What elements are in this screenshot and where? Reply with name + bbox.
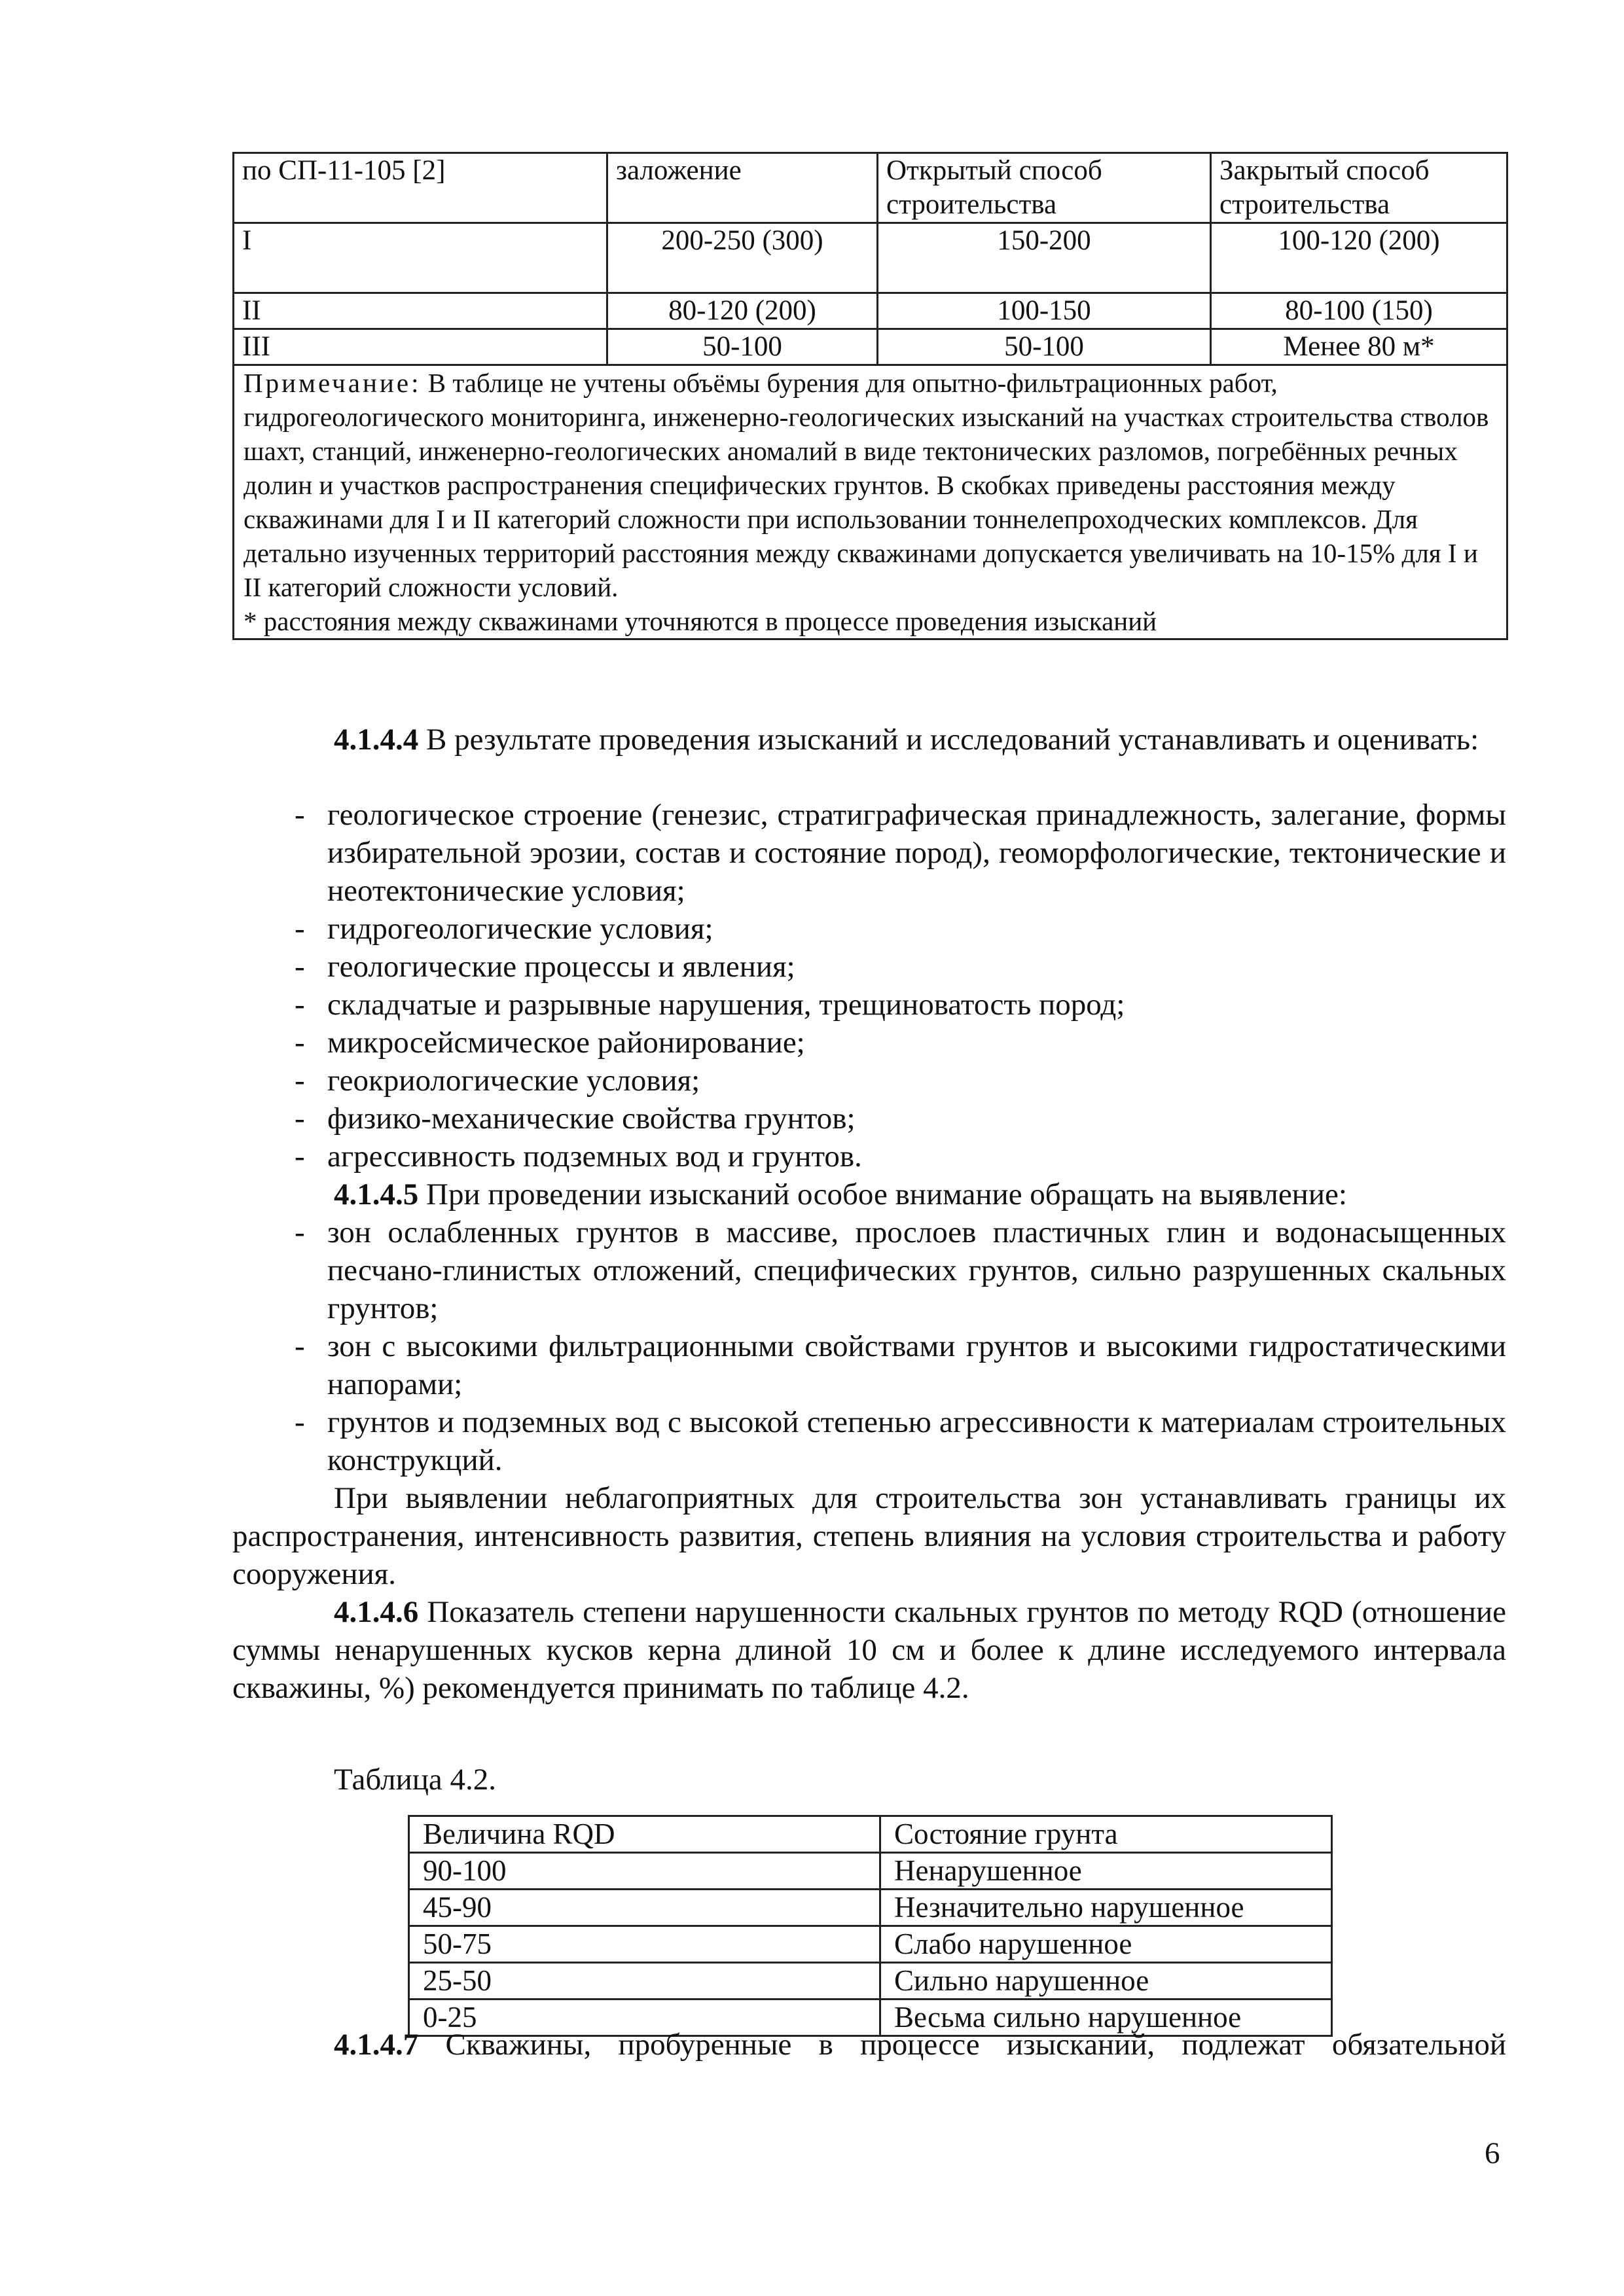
table-row bbox=[409, 1853, 1332, 1890]
table-cell: I bbox=[234, 223, 607, 293]
page-number: 6 bbox=[1485, 2136, 1500, 2170]
list-dash: - bbox=[295, 950, 305, 984]
paragraph-text: В результате проведения изысканий и исследований устанавливать и оценивать: bbox=[426, 723, 1479, 757]
table-cell: 200-250 (300) bbox=[607, 223, 878, 293]
list-dash: - bbox=[295, 1139, 305, 1174]
list-item-text: геологическое строение (генезис, стратиграфическая принадлежность, залегание, формы избирательной эрозии, состав и состояние пород), геоморфологические, тектонические и неотектонические условия; bbox=[327, 798, 1506, 908]
table-cell: III bbox=[234, 329, 607, 365]
list-item bbox=[295, 1100, 1506, 1138]
table-cell: Незначительно нарушенное bbox=[880, 1890, 1332, 1926]
table-cell: Ненарушенное bbox=[880, 1853, 1332, 1890]
table-cell: 80-120 (200) bbox=[607, 293, 878, 329]
table-cell: Величина RQD bbox=[409, 1816, 880, 1853]
list-dash: - bbox=[295, 798, 305, 832]
note-text: В таблице не учтены объёмы бурения для опытно-фильтрационных работ, гидрогеологического мониторинга, инженерно-геологических изысканий на участках строительства стволов шахт, станций, инженерно-геологических аномалий в виде тектонических разломов, погребённых речных долин и участков распространения специфических грунтов. В скобках приведены расстояния между скважинами для I и II категорий сложности при использовании тоннелепроходческих комплексов. Для детально изученных территорий расстояния между скважинами допускается увеличивать на 10-15% для I и II категорий сложности условий. bbox=[244, 368, 1489, 602]
section-number: 4.1.4.4 bbox=[334, 723, 419, 757]
table-cell: II bbox=[234, 293, 607, 329]
list-dash: - bbox=[295, 1405, 305, 1439]
table-cell: 0-25 bbox=[409, 2000, 880, 2036]
list-item-text: грунтов и подземных вод с высокой степенью агрессивности к материалам строительных конструкций. bbox=[327, 1405, 1506, 1477]
list-item-text: складчатые и разрывные нарушения, трещиноватость пород; bbox=[327, 988, 1125, 1022]
list-item-text: физико-механические свойства грунтов; bbox=[327, 1102, 856, 1136]
table-cell: 50-100 bbox=[607, 329, 878, 365]
table-header-row bbox=[409, 1816, 1332, 1853]
rqd-table bbox=[408, 1815, 1333, 2037]
table-cell: 90-100 bbox=[409, 1853, 880, 1890]
list-item-text: агрессивность подземных вод и грунтов. bbox=[327, 1139, 862, 1174]
table-row bbox=[234, 223, 1507, 293]
table-row bbox=[409, 1890, 1332, 1926]
borehole-spacing-table bbox=[232, 152, 1508, 640]
paragraph-4-1-4-4 bbox=[232, 721, 1506, 759]
list-dash: - bbox=[295, 1102, 305, 1136]
table-cell: Менее 80 м* bbox=[1211, 329, 1507, 365]
table-caption: Таблица 4.2. bbox=[334, 1763, 497, 1797]
list-item bbox=[295, 796, 1506, 910]
list-item-text: геологические процессы и явления; bbox=[327, 950, 795, 984]
paragraph-text: Скважины, пробуренные в процессе изысканий, подлежат обязательной bbox=[445, 2028, 1506, 2062]
paragraph-text: Показатель степени нарушенности скальных грунтов по методу RQD (отношение суммы ненарушенных кусков керна длиной 10 см и более к длине исследуемого интервала скважины, %) рекомендуется принимать по таблице 4.2. bbox=[232, 1595, 1506, 1705]
list-item bbox=[295, 1327, 1506, 1403]
list-item bbox=[295, 1024, 1506, 1062]
table-cell: Состояние грунта bbox=[880, 1816, 1332, 1853]
table-cell: 25-50 bbox=[409, 1963, 880, 2000]
list-item bbox=[295, 1403, 1506, 1479]
paragraph-4-1-4-7 bbox=[232, 2026, 1506, 2064]
section-number: 4.1.4.7 bbox=[334, 2028, 419, 2062]
table-note-row bbox=[234, 365, 1507, 639]
section-number: 4.1.4.5 bbox=[334, 1177, 419, 1211]
table-cell: по СП-11-105 [2] bbox=[234, 153, 607, 223]
table-row bbox=[234, 329, 1507, 365]
paragraph-4-1-4-5 bbox=[232, 1175, 1506, 1213]
table-cell: заложение bbox=[607, 153, 878, 223]
table-row bbox=[409, 1963, 1332, 2000]
table-row bbox=[234, 293, 1507, 329]
list-item-text: зон с высокими фильтрационными свойствами грунтов и высокими гидростатическими напорами; bbox=[327, 1329, 1506, 1401]
list-item bbox=[295, 948, 1506, 986]
table-cell: 100-150 bbox=[878, 293, 1211, 329]
list-item bbox=[295, 1138, 1506, 1175]
list-item bbox=[295, 1213, 1506, 1327]
paragraph-text: При проведении изысканий особое внимание обращать на выявление: bbox=[426, 1177, 1347, 1211]
list-dash: - bbox=[295, 1064, 305, 1098]
paragraph-text: При выявлении неблагоприятных для строительства зон устанавливать границы их распространения, интенсивность развития, степень влияния на условия строительства и работу сооружения. bbox=[232, 1481, 1506, 1591]
table-header-row bbox=[234, 153, 1507, 223]
table-cell: Закрытый способ строительства bbox=[1211, 153, 1507, 223]
list-dash: - bbox=[295, 988, 305, 1022]
section-number: 4.1.4.6 bbox=[334, 1595, 419, 1629]
note-label: Примечание: bbox=[244, 368, 422, 398]
table-cell: 150-200 bbox=[878, 223, 1211, 293]
list-dash: - bbox=[295, 912, 305, 946]
list-item-text: микросейсмическое районирование; bbox=[327, 1026, 805, 1060]
table-cell: 45-90 bbox=[409, 1890, 880, 1926]
list-dash: - bbox=[295, 1026, 305, 1060]
list-dash: - bbox=[295, 1215, 305, 1249]
table-cell: Слабо нарушенное bbox=[880, 1926, 1332, 1963]
list-item bbox=[295, 986, 1506, 1024]
paragraph-4-1-4-6 bbox=[232, 1593, 1506, 1707]
table-cell: 50-100 bbox=[878, 329, 1211, 365]
list-item-text: геокриологические условия; bbox=[327, 1064, 700, 1098]
list-item-text: зон ослабленных грунтов в массиве, прослоев пластичных глин и водонасыщенных песчано-глинистых отложений, специфических грунтов, сильно разрушенных скальных грунтов; bbox=[327, 1215, 1506, 1325]
paragraph-unfavorable-zones bbox=[232, 1479, 1506, 1593]
table-cell: 100-120 (200) bbox=[1211, 223, 1507, 293]
list-item bbox=[295, 910, 1506, 948]
list-item-text: гидрогеологические условия; bbox=[327, 912, 713, 946]
table-cell: 50-75 bbox=[409, 1926, 880, 1963]
table-cell: Сильно нарушенное bbox=[880, 1963, 1332, 2000]
table-row bbox=[409, 1926, 1332, 1963]
table-cell: 80-100 (150) bbox=[1211, 293, 1507, 329]
note-footnote: * расстояния между скважинами уточняются в процессе проведения изысканий bbox=[244, 606, 1157, 636]
table-note bbox=[234, 365, 1507, 639]
table-cell: Открытый способ строительства bbox=[878, 153, 1211, 223]
list-item bbox=[295, 1062, 1506, 1100]
list-dash: - bbox=[295, 1329, 305, 1363]
table-cell: Весьма сильно нарушенное bbox=[880, 2000, 1332, 2036]
